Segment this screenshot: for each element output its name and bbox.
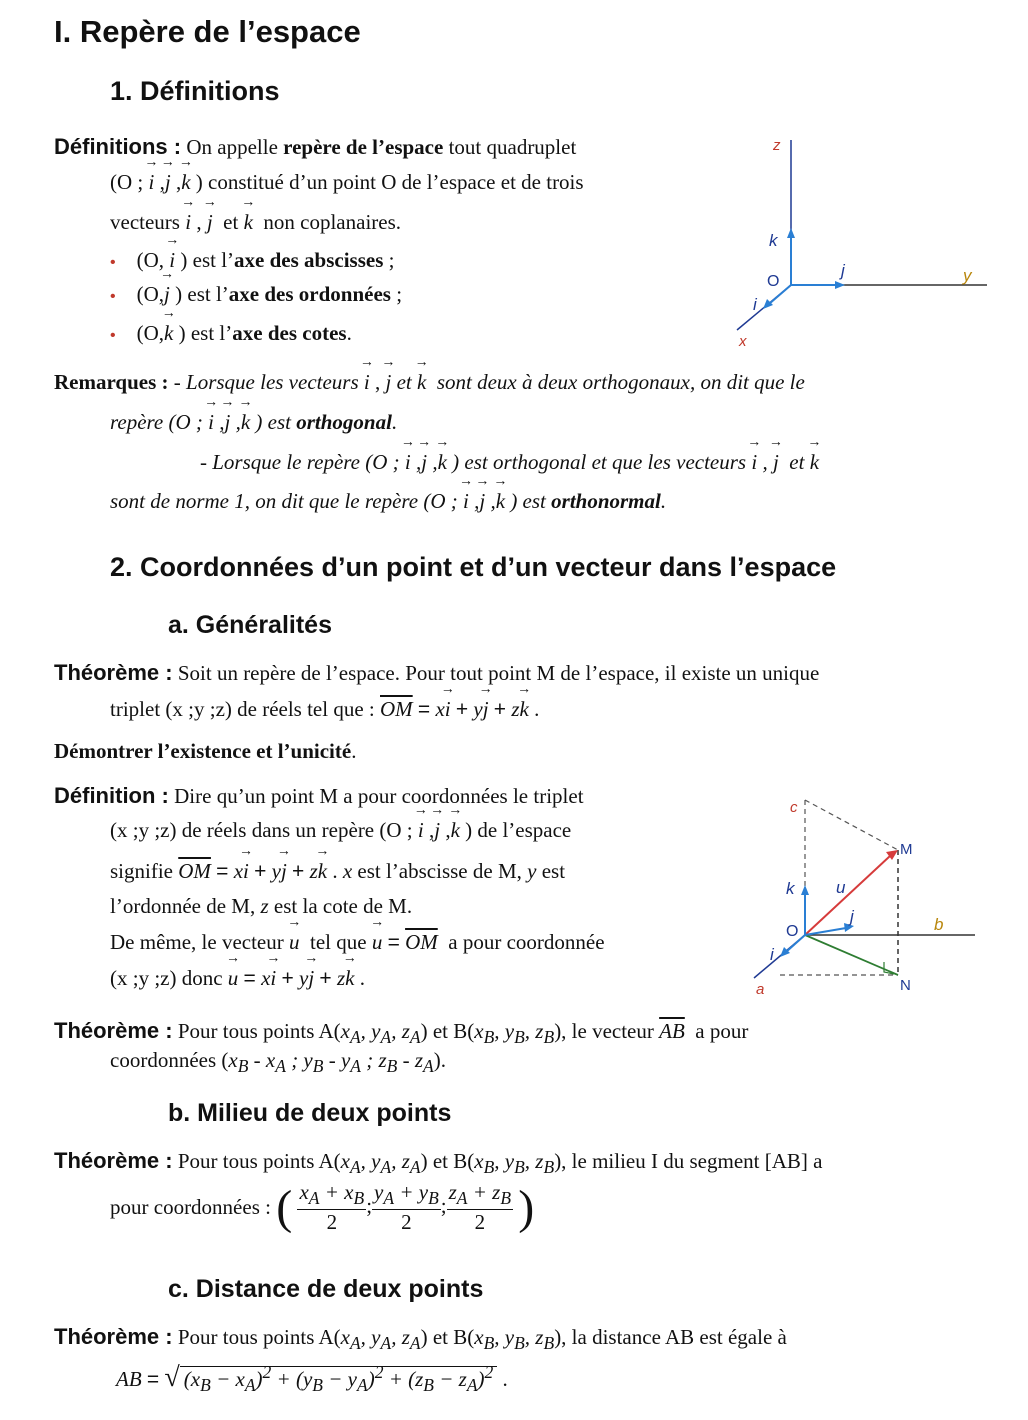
theorem-1-line-1: Théorème : Soit un repère de l’espace. Pour tout point M de l’espace, il existe un unique <box>54 660 820 685</box>
origin-label: O <box>767 273 780 290</box>
axis-label-y: y <box>963 266 972 285</box>
vector-label-j: j <box>850 907 854 926</box>
theorem-4-formula: AB = √ $(x_B - x_A)^2 + (y_B - y_A)^2 + (z_B - z_A)^2$ . <box>116 1362 508 1396</box>
definition-2-line-5: De même, le vecteur → u tel que → $u = \overline{OM}$ a pour coordonnée <box>110 930 605 955</box>
origin-label: O <box>786 923 799 940</box>
definition-2-line-6: (x ;y ;z) donc → u = x→ i + y→ j + z→ k . <box>110 966 365 991</box>
point-label-m: M <box>900 841 913 858</box>
bullet-cotes: • (O,→ k ) est l’axe des cotes. <box>110 321 352 346</box>
vector-label-j: j <box>841 261 845 280</box>
axis-label-b: b <box>934 915 944 934</box>
definition-line-3: vecteurs → i , → j et → k non coplanaires. <box>110 210 401 235</box>
definition-line-1: Définitions : On appelle repère de l’espace tout quadruplet <box>54 134 577 159</box>
subsection-title-definitions: 1. Définitions <box>110 76 280 106</box>
subsection-title-coordinates: 2. Coordonnées d’un point et d’un vecteur dans l’espace <box>110 552 837 582</box>
vector-label-i: i <box>753 295 757 314</box>
remark-line-3: - Lorsque le repère (O ; → i ,→ j ,→ k ) est orthogonal et que les vecteurs → i , → j et → k <box>200 450 819 475</box>
theorem-2-line-2: coordonnées ($x_B - x_A$ ; $y_B - y_A$ ; $z_B - z_A$). <box>110 1048 446 1077</box>
axis-label-a: a <box>756 981 765 998</box>
vector-label-k: k <box>769 231 778 250</box>
definition-2-line-4: l’ordonnée de M, z est la cote de M. <box>110 894 413 918</box>
definition-2-line-2: (x ;y ;z) de réels dans un repère (O ; → i ,→ j ,→ k ) de l’espace <box>110 818 571 843</box>
theorem-4-line-1: Théorème : Pour tous points $A(x_A$, $y_A$, $z_A$) et $B(x_B$, $y_B$, $z_B$), la distance AB est égale à <box>54 1324 787 1354</box>
remark-line-2: repère (O ; → i ,→ j ,→ k ) est orthogonal. <box>110 410 397 435</box>
definition-label: Définitions : <box>54 134 182 159</box>
axis-label-z: z <box>773 137 781 154</box>
axes-figure-2 <box>750 790 980 1000</box>
remark-line-4: sont de norme 1, on dit que le repère (O ; → i ,→ j ,→ k ) est orthonormal. <box>110 489 666 514</box>
section-title: I. Repère de l’espace <box>54 14 361 49</box>
subsection-title-generalites: a. Généralités <box>168 611 332 639</box>
definition-line-2: (O ; → i ,→ j ,→ k ) constitué d’un point O de l’espace et de trois <box>110 170 584 195</box>
vector-label-u: u <box>836 878 846 897</box>
axis-label-c: c <box>790 799 798 816</box>
subsection-title-milieu: b. Milieu de deux points <box>168 1099 452 1127</box>
definition-2-line-1: Définition : Dire qu’un point M a pour coordonnées le triplet <box>54 783 584 808</box>
remark-label: Remarques : <box>54 370 169 394</box>
vector-label-k: k <box>786 879 795 898</box>
subsection-title-distance: c. Distance de deux points <box>168 1275 484 1303</box>
vector-label-i: i <box>770 945 774 964</box>
bullet-abscisses: • (O, → i ) est l’axe des abscisses ; <box>110 248 394 273</box>
remark-line-1: Remarques : - Lorsque les vecteurs → i , → j et → k sont deux à deux orthogonaux, on dit que le <box>54 370 805 395</box>
definition-2-line-3: signifie $\overline{OM} = x\to i + y\to j + z\to k$ . x est l’abscisse de M, y est <box>110 859 565 884</box>
bullet-ordonnees: • (O,→ j ) est l’axe des ordonnées ; <box>110 282 402 307</box>
point-label-n: N <box>900 977 911 994</box>
axes-figure-1 <box>725 130 995 350</box>
demonstration-prompt: Démontrer l’existence et l’unicité. <box>54 739 357 763</box>
axis-label-x: x <box>739 333 747 350</box>
theorem-3-line-1: Théorème : Pour tous points $A(x_A$, $y_A$, $z_A$) et $B(x_B$, $y_B$, $z_B$), le milieu I du segment [AB] a <box>54 1148 823 1178</box>
theorem-2-line-1: Théorème : Pour tous points $A(x_A$, $y_A$, $z_A$) et $B(x_B$, $y_B$, $z_B$), le vecteur $\overline{AB}$ a pour <box>54 1018 749 1048</box>
theorem-1-line-2: triplet (x ;y ;z) de réels tel que : $\overline{OM} = x\to i + y\to j + z\to k$ . <box>110 697 539 722</box>
theorem-3-line-2: pour coordonnées : ( $\frac{x_A + x_B}{2}$ ; $\frac{y_A + y_B}{2}$ ; $\frac{z_A + z_B}{2}$ ) <box>110 1180 535 1235</box>
